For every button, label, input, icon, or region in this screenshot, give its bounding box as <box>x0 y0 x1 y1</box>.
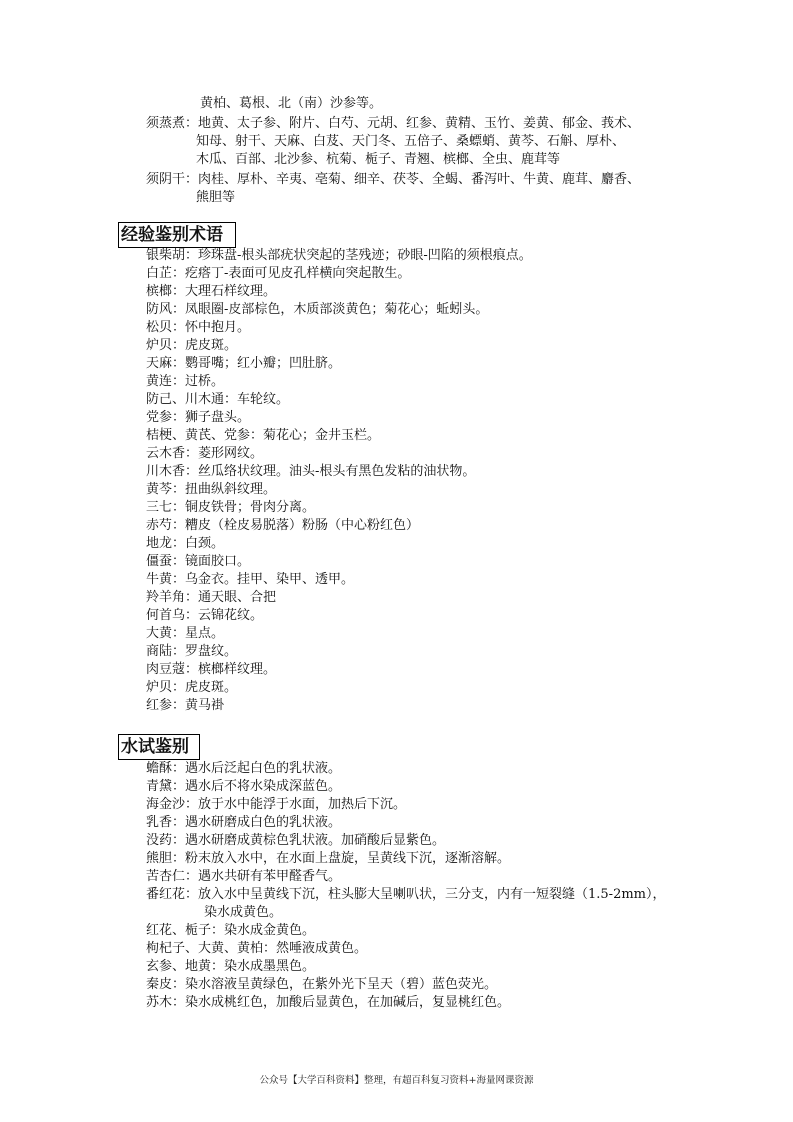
text-line: 红花、栀子：染水成金黄色。 <box>146 923 316 938</box>
text-line: 羚羊角：通天眼、合把 <box>146 590 277 605</box>
text-line: 天麻：鹦哥嘴；红小瓣；凹肚脐。 <box>146 356 342 371</box>
text-line: 赤芍：糟皮（栓皮易脱落）粉肠（中心粉红色） <box>146 518 420 533</box>
text-line: 肉豆蔻：槟榔样纹理。 <box>146 662 277 677</box>
text-line: 桔梗、黄芪、党参：菊花心；金井玉栏。 <box>146 428 381 443</box>
text-line: 秦皮：染水溶液呈黄绿色，在紫外光下呈天（碧）蓝色荧光。 <box>146 977 498 992</box>
text-line: 蟾酥：遇水后泛起白色的乳状液。 <box>146 761 342 776</box>
text-line: 炉贝：虎皮斑。 <box>146 338 238 353</box>
text-line: 苦杏仁：遇水共研有苯甲醛香气。 <box>146 869 342 884</box>
text-line: 黄芩：扭曲纵斜纹理。 <box>146 482 277 497</box>
text-line: 防风：凤眼圈-皮部棕色，木质部淡黄色；菊花心；蚯蚓头。 <box>146 302 489 317</box>
text-line: 牛黄：乌金衣。挂甲、染甲、透甲。 <box>146 572 355 587</box>
text-line: 党参：狮子盘头。 <box>146 410 251 425</box>
section-heading-empirical-terms: 经验鉴别术语 <box>120 223 224 248</box>
text-line: 地龙：白颈。 <box>146 536 225 551</box>
text-line: 白芷：疙瘩丁-表面可见皮孔样横向突起散生。 <box>146 266 411 281</box>
text-line: 番红花：放入水中呈黄线下沉，柱头膨大呈喇叭状，三分支，内有一短裂缝（1.5-2mm）， <box>146 887 666 902</box>
text-line: 熊胆：粉末放入水中，在水面上盘旋，呈黄线下沉，逐渐溶解。 <box>146 851 511 866</box>
text-line: 苏木：染水成桃红色，加酸后显黄色，在加碱后，复显桃红色。 <box>146 995 511 1010</box>
text-line: 僵蚕：镜面胶口。 <box>146 554 251 569</box>
text-line: 知母、射干、天麻、白芨、天门冬、五倍子、桑螵蛸、黄芩、石斛、厚朴、 <box>196 134 626 149</box>
text-line: 炉贝：虎皮斑。 <box>146 680 238 695</box>
text-line: 红参：黄马褂 <box>146 698 225 713</box>
text-line: 乳香：遇水研磨成白色的乳状液。 <box>146 815 342 830</box>
text-line: 银柴胡：珍珠盘-根头部疣状突起的茎残迹；砂眼-凹陷的须根痕点。 <box>146 248 532 263</box>
text-line: 玄参、地黄：染水成墨黑色。 <box>146 959 316 974</box>
text-line: 商陆：罗盘纹。 <box>146 644 238 659</box>
text-line: 须蒸煮：地黄、太子参、附片、白芍、元胡、红参、黄精、玉竹、姜黄、郁金、莪术、 <box>146 116 641 131</box>
text-line: 枸杞子、大黄、黄柏：然唾液成黄色。 <box>146 941 368 956</box>
text-line: 三七：铜皮铁骨；骨肉分离。 <box>146 500 316 515</box>
text-line: 青黛：遇水后不将水染成深蓝色。 <box>146 779 342 794</box>
text-line: 木瓜、百部、北沙参、杭菊、栀子、青翘、槟榔、全虫、鹿茸等 <box>196 152 561 167</box>
text-line: 熊胆等 <box>196 190 236 205</box>
text-line: 松贝：怀中抱月。 <box>146 320 251 335</box>
text-line: 川木香：丝瓜络状纹理。油头-根头有黑色发粘的油状物。 <box>146 464 476 479</box>
text-line: 槟榔：大理石样纹理。 <box>146 284 277 299</box>
text-line: 染水成黄色。 <box>204 905 283 920</box>
text-line: 须阴干：肉桂、厚朴、辛夷、亳菊、细辛、茯苓、全蝎、番泻叶、牛黄、鹿茸、麝香、 <box>146 172 641 187</box>
text-line: 黄柏、葛根、北（南）沙参等。 <box>200 96 383 111</box>
page-footer: 公众号【大学百科资料】整理，有超百科复习资料+海量网课资源 <box>259 1075 534 1086</box>
text-line: 没药：遇水研磨成黄棕色乳状液。加硝酸后显紫色。 <box>146 833 446 848</box>
section-heading-water-test: 水试鉴别 <box>120 735 190 760</box>
text-line: 大黄：星点。 <box>146 626 225 641</box>
text-line: 海金沙：放于水中能浮于水面，加热后下沉。 <box>146 797 407 812</box>
text-line: 何首乌：云锦花纹。 <box>146 608 264 623</box>
text-line: 防己、川木通：车轮纹。 <box>146 392 290 407</box>
text-line: 云木香：菱形网纹。 <box>146 446 264 461</box>
text-line: 黄连：过桥。 <box>146 374 225 389</box>
